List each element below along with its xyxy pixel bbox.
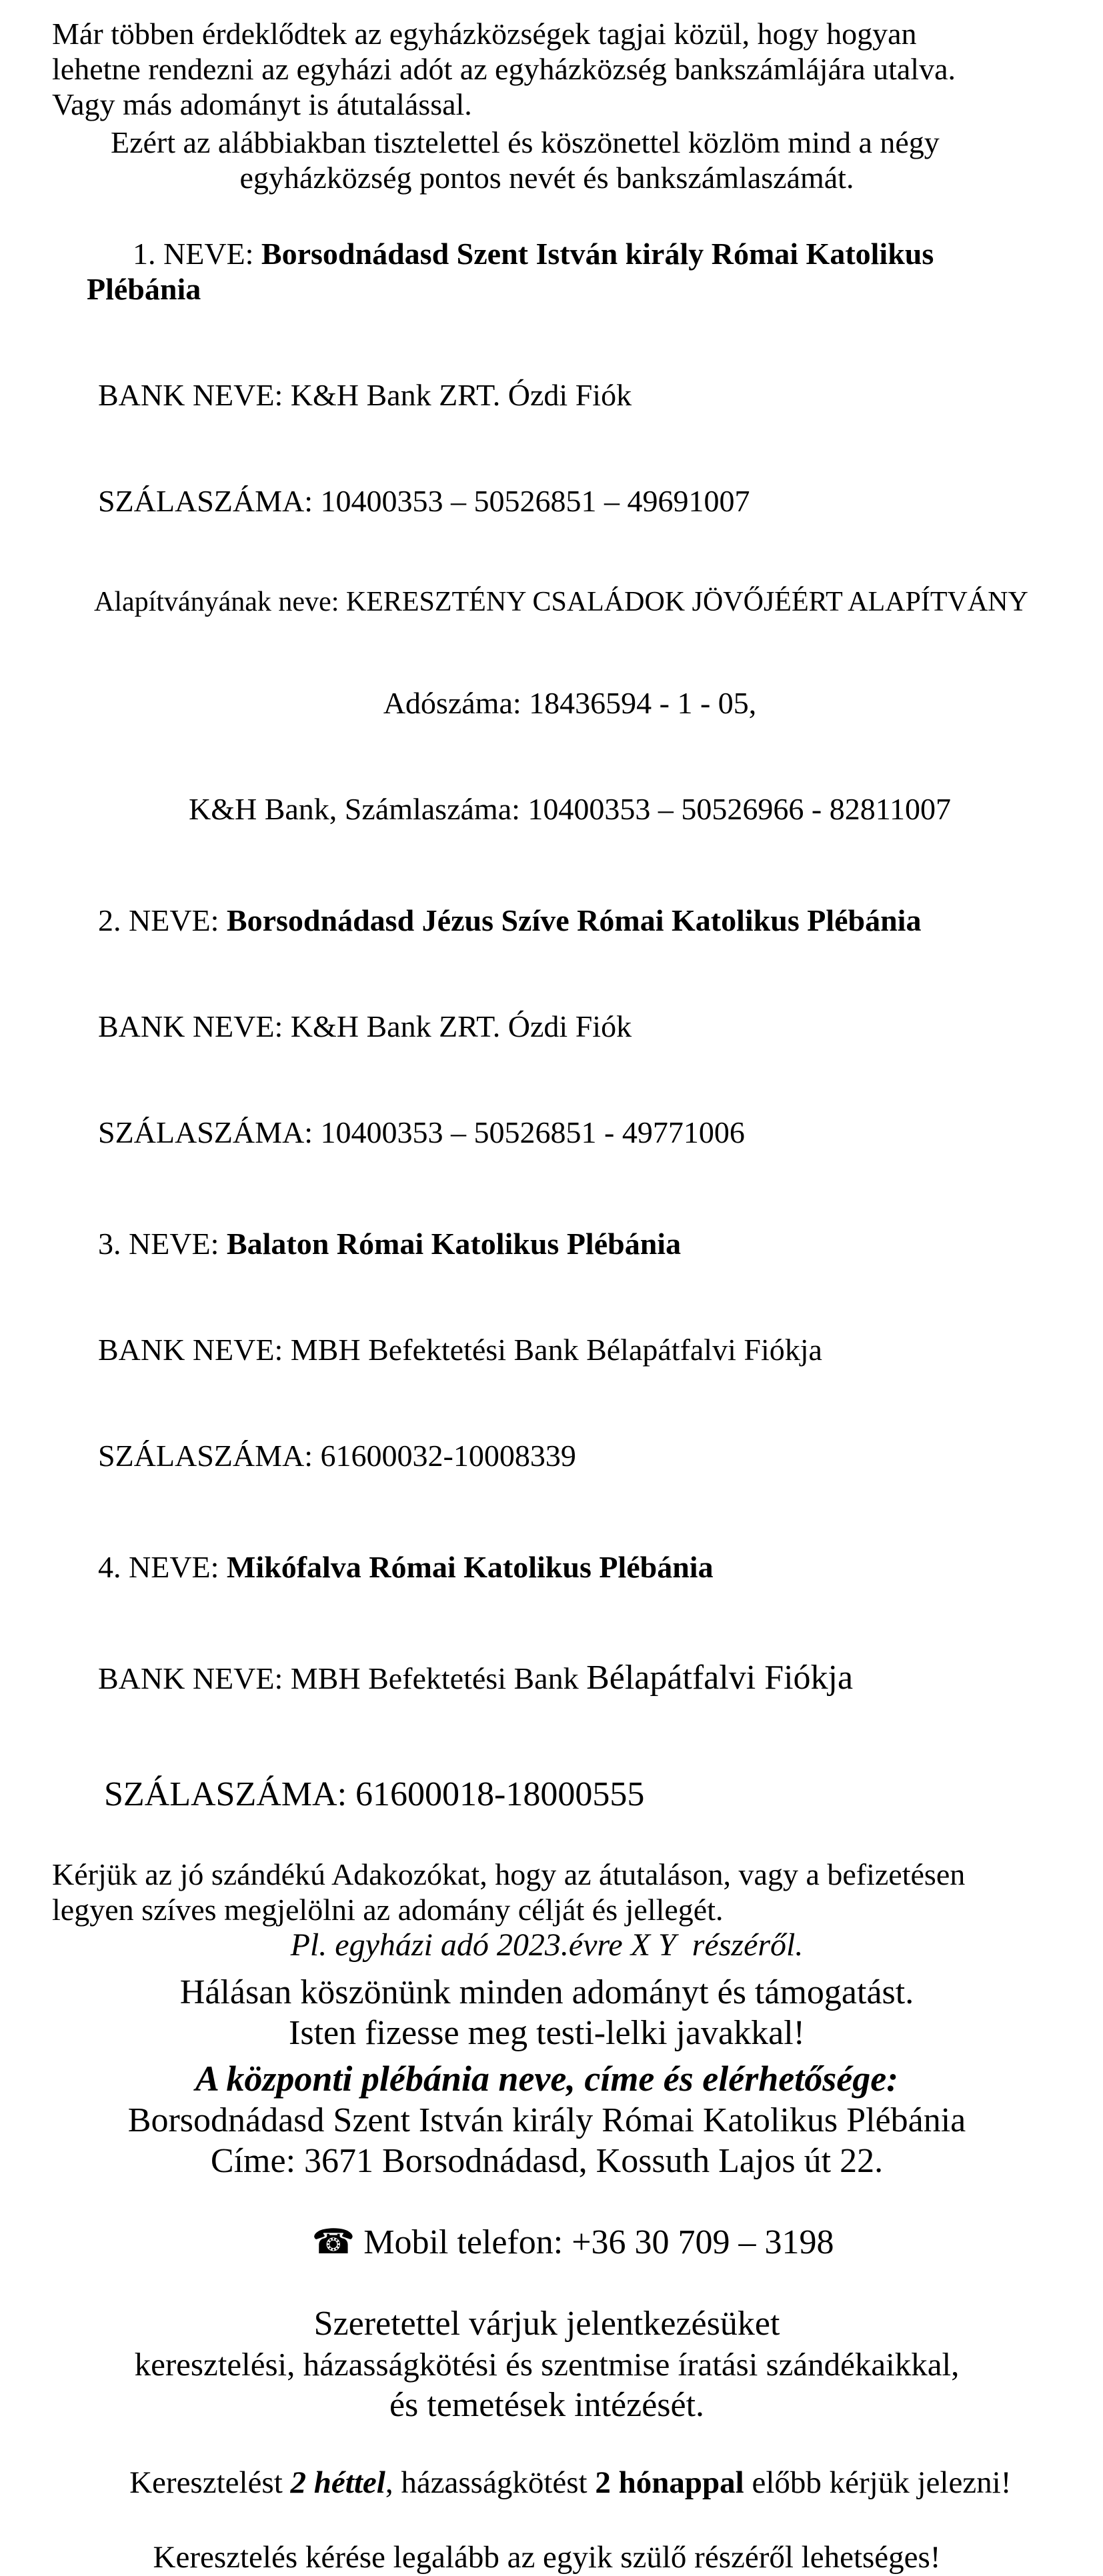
parish-1-name: Borsodnádasd Szent István király Római Katolikus Plébánia: [87, 237, 942, 306]
parish-1-account-label: SZÁLASZÁMA:: [98, 484, 321, 518]
parish-3-bank-label: BANK NEVE:: [98, 1333, 291, 1367]
contact-phone-number: +36 30 709 – 3198: [572, 2223, 834, 2261]
contact-parish-name: Borsodnádasd Szent István király Római Katolikus Plébánia: [127, 2101, 966, 2139]
contact-welcome-line-3: és temetések intézését.: [389, 2386, 705, 2424]
intro-paragraph: [52, 16, 1042, 122]
parish-1-account-number: 10400353 – 50526851 – 49691007: [320, 484, 750, 518]
parish-1-account-line: [52, 448, 1042, 554]
parish-1-foundation-tax-line: [52, 650, 1042, 756]
parish-4-account-line: [52, 1737, 1042, 1853]
parish-section-2: [52, 867, 1042, 1185]
donation-request-paragraph: [52, 1857, 1042, 1963]
notice-two-months: 2 hónappal: [595, 2465, 744, 2500]
parish-section-1: [52, 201, 1042, 862]
contact-phone-label: Mobil telefon:: [355, 2223, 572, 2261]
contact-block: [52, 2057, 1042, 2425]
intro-line-1: Már többen érdeklődtek az egyházközségek tagjai közül, hogy hogyan: [52, 17, 917, 51]
parish-3-bank-name: MBH Befektetési Bank Bélapátfalvi Fiókja: [290, 1333, 822, 1367]
parish-1-number-label: 1. NEVE:: [133, 237, 261, 271]
parish-4-bank-label: BANK NEVE:: [98, 1661, 291, 1695]
parish-4-bank-branch: Bélapátfalvi Fiókja: [586, 1659, 854, 1697]
contact-welcome-line-2: keresztelési, házasságkötési és szentmise íratási szándékaikkal,: [134, 2346, 960, 2383]
parish-1-foundation-label: Alapítványának neve:: [94, 587, 346, 617]
parish-2-account-line: [52, 1079, 1042, 1185]
notice-line-2: Keresztelés kérése legalább az egyik szülő részéről lehetséges!: [153, 2540, 941, 2575]
thanks-line-2: Isten fizesse meg testi-lelki javakkal!: [289, 2014, 805, 2052]
parish-1-bank-line: [52, 342, 1042, 448]
parish-1-foundation-tax-label: Adószáma:: [383, 686, 529, 720]
parish-2-bank-name: K&H Bank ZRT. Ózdi Fiók: [290, 1009, 632, 1043]
parish-1-name-line: [52, 201, 1042, 342]
notice-two-weeks: 2 héttel: [290, 2465, 385, 2500]
parish-2-account-label: SZÁLASZÁMA:: [98, 1115, 321, 1149]
notice-line-1: [52, 2427, 1042, 2539]
parish-4-bank-name: MBH Befektetési Bank: [290, 1661, 587, 1695]
parish-4-account-number: 61600018-18000555: [355, 1775, 645, 1813]
intro-line-3: Vagy más adományt is átutalással.: [52, 87, 472, 121]
request-line-2: legyen szíves megjelölni az adomány célját és jellegét.: [52, 1893, 724, 1927]
parish-1-foundation-line: [52, 554, 1042, 650]
parish-4-bank-line: [52, 1620, 1042, 1737]
announcement-line-1: Ezért az alábbiakban tisztelettel és köszönettel közlöm mind a négy: [111, 125, 940, 159]
thanks-block: [52, 1972, 1042, 2053]
parish-1-foundation-account-label: K&H Bank, Számlaszáma:: [188, 792, 528, 826]
telephone-icon: ☎: [311, 2222, 355, 2262]
parish-1-foundation-name: KERESZTÉNY CSALÁDOK JÖVŐJÉÉRT ALAPÍTVÁNY: [345, 587, 1028, 617]
parish-section-3: [52, 1191, 1042, 1509]
parish-1-foundation-tax-number: 18436594 - 1 - 05,: [529, 686, 757, 720]
parish-2-number-label: 2. NEVE:: [98, 903, 227, 937]
contact-address: Címe: 3671 Borsodnádasd, Kossuth Lajos út 22.: [210, 2142, 884, 2180]
announcement-paragraph: [52, 125, 1042, 195]
parish-1-bank-label: BANK NEVE:: [98, 378, 291, 412]
parish-3-name: Balaton Római Katolikus Plébánia: [226, 1227, 682, 1261]
parish-2-bank-line: [52, 973, 1042, 1079]
notice-line-1-part-2: , házasságkötést: [385, 2465, 596, 2500]
contact-phone-line: [52, 2181, 1042, 2303]
notice-block: [52, 2427, 1042, 2576]
parish-3-name-line: [52, 1191, 1042, 1297]
request-line-1: Kérjük az jó szándékú Adakozókat, hogy az átutaláson, vagy a befizetésen: [52, 1857, 966, 1891]
intro-line-2: lehetne rendezni az egyházi adót az egyházközség bankszámlájára utalva.: [52, 52, 956, 86]
announcement-line-2: egyházközség pontos nevét és bankszámlaszámát.: [239, 161, 854, 195]
thanks-line-1: Hálásan köszönünk minden adományt és támogatást.: [179, 1973, 914, 2011]
parish-3-account-label: SZÁLASZÁMA:: [98, 1439, 321, 1473]
parish-3-bank-line: [52, 1297, 1042, 1403]
parish-3-account-number: 61600032-10008339: [320, 1439, 576, 1473]
parish-4-name-line: [52, 1514, 1042, 1620]
parish-2-name: Borsodnádasd Jézus Szíve Római Katolikus Plébánia: [226, 903, 922, 937]
parish-1-foundation-account-number: 10400353 – 50526966 - 82811007: [527, 792, 952, 826]
parish-4-number-label: 4. NEVE:: [98, 1550, 227, 1584]
notice-line-1-part-3: előbb kérjük jelezni!: [744, 2465, 1012, 2500]
parish-3-account-line: [52, 1403, 1042, 1509]
parish-2-account-number: 10400353 – 50526851 - 49771006: [320, 1115, 745, 1149]
contact-heading: A központi plébánia neve, címe és elérhetősége:: [195, 2059, 899, 2099]
parish-2-bank-label: BANK NEVE:: [98, 1009, 291, 1043]
parish-1-foundation-account-line: [52, 756, 1042, 862]
notice-line-1-part-1: Keresztelést: [129, 2465, 291, 2500]
parish-1-bank-name: K&H Bank ZRT. Ózdi Fiók: [290, 378, 632, 412]
parish-3-number-label: 3. NEVE:: [98, 1227, 227, 1261]
parish-section-4: [52, 1514, 1042, 1853]
contact-welcome-line-1: Szeretettel várjuk jelentkezésüket: [313, 2305, 780, 2343]
parish-4-account-label: SZÁLASZÁMA:: [104, 1775, 356, 1813]
parish-4-name: Mikófalva Római Katolikus Plébánia: [226, 1550, 714, 1584]
parish-2-name-line: [52, 867, 1042, 973]
request-example-line: Pl. egyházi adó 2023.évre X Y részéről.: [290, 1927, 804, 1963]
